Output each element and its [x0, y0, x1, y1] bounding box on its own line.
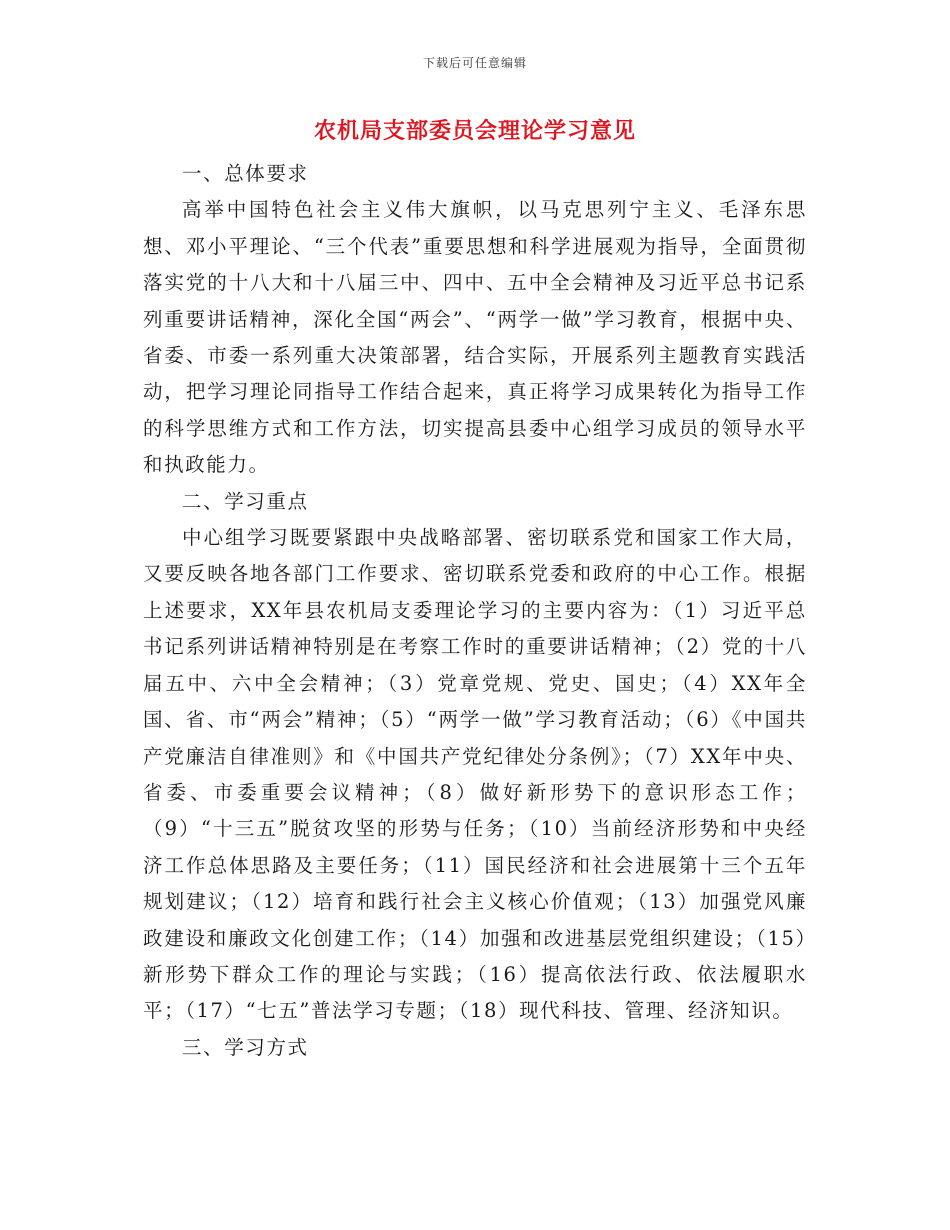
document-body	[143, 156, 807, 1066]
document-title: 农机局支部委员会理论学习意见	[313, 118, 636, 144]
section-heading-study-methods: 三、学习方式	[182, 1035, 309, 1059]
section-paragraph-study-focus: 中心组学习既要紧跟中央战略部署、密切联系党和国家工作大局，又要反映各地各部门工作要求、密切联系党委和政府的中心工作。根据上述要求，XX年县农机局支委理论学习的主要内容为：（1）习近平总书记系列讲话精神特别是在考察工作时的重要讲话精神；（2）党的十八届五中、六中全会精神；（3）党章党规、党史、国史；（4）XX年全国、省、市“两会”精神；（5）“两学一做”学习教育活动；（6）《中国共产党廉洁自律准则》和《中国共产党纪律处分条例》；（7）XX年中央、省委、市委重要会议精神；（8）做好新形势下的意识形态工作；（9）“十三五”脱贫攻坚的形势与任务；（10）当前经济形势和中央经济工作总体思路及主要任务；（11）国民经济和社会进展第十三个五年规划建议；（12）培育和践行社会主义核心价值观；（13）加强党风廉政建设和廉政文化创建工作；（14）加强和改进基层党组织建设；（15）新形势下群众工作的理论与实践；（16）提高依法行政、依法履职水平；（17）“七五”普法学习专题；（18）现代科技、管理、经济知识。	[143, 526, 807, 1023]
section-heading-study-focus: 二、学习重点	[182, 489, 309, 513]
section-heading-overall-requirements: 一、总体要求	[182, 162, 309, 185]
section-paragraph-overall-requirements: 高举中国特色社会主义伟大旗帜，以马克思列宁主义、毛泽东思想、邓小平理论、“三个代表”重要思想和科学进展观为指导，全面贯彻落实党的十八大和十八届三中、四中、五中全会精神及习近平总书记系列重要讲话精神，深化全国“两会”、“两学一做”学习教育，根据中央、省委、市委一系列重大决策部署，结合实际，开展系列主题教育实践活动，把学习理论同指导工作结合起来，真正将学习成果转化为指导工作的科学思维方式和工作方法，切实提高县委中心组学习成员的领导水平和执政能力。	[143, 198, 807, 477]
header-note: 下载后可任意编辑	[422, 56, 527, 70]
